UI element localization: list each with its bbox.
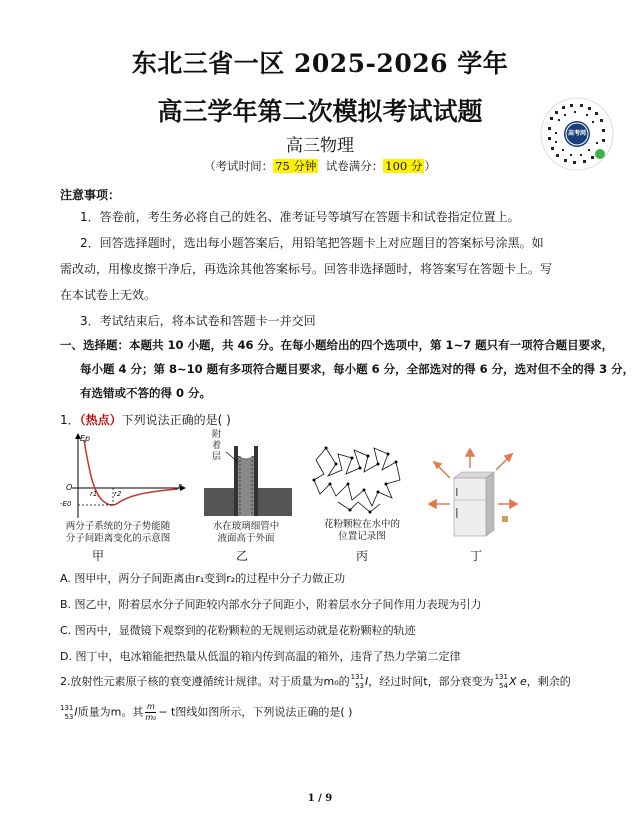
question-2-line-2 bbox=[60, 702, 352, 723]
figure-bing-caption bbox=[312, 519, 412, 543]
figure-ding-label: 丁 bbox=[469, 549, 482, 563]
question-2-line-1 bbox=[60, 672, 571, 692]
figure-yi-caption-line-1: 水在玻璃细管中 bbox=[212, 521, 280, 532]
section-1-line-1: 一、选择题：本题共 10 小题，共 46 分。在每小题给出的四个选项中，第 1~7 题只有一项符合题目要求， bbox=[60, 338, 614, 352]
figure-bing-brownian-motion bbox=[308, 440, 408, 518]
notice-item-2-line-1: 2．回答选择题时，选出每小题答案后，用铅笔把答题卡上对应题目的答案标号涂黑。如 bbox=[80, 236, 544, 250]
origin-label: O bbox=[66, 483, 73, 492]
figure-bing-caption-line-2: 位置记录图 bbox=[338, 531, 386, 542]
title-line-2: 高三学年第二次模拟考试试题 bbox=[157, 97, 483, 126]
fraction-denominator: m₀ bbox=[145, 713, 157, 722]
notice-item-2-line-2: 需改动，用橡皮擦干净后，再选涂其他答案标号。回答非选择题时，将答案写在答题卡上。写 bbox=[60, 262, 553, 276]
question-2-part-1: 2.放射性元素原子核的衰变遵循统计规律。对于质量为m₀的 bbox=[60, 675, 350, 688]
question-2-part-3: ，剩余的 bbox=[526, 675, 571, 688]
question-1-option-b: B. 图乙中，附着层水分子间距较内部水分子间距小，附着层水分子间作用力表现为引力 bbox=[60, 598, 482, 611]
question-1-tag: （热点） bbox=[79, 413, 122, 427]
question-1-number: 1． bbox=[60, 413, 80, 427]
xenon-nuclide-numbers bbox=[495, 673, 508, 691]
question-1-stem bbox=[60, 411, 231, 428]
score-label: 试卷满分： bbox=[325, 159, 384, 173]
question-2-part-4: 质量为m。其 bbox=[77, 705, 144, 719]
adhesion-layer-char-1: 附 bbox=[212, 430, 222, 440]
mass-ratio-fraction bbox=[145, 702, 156, 723]
figure-jia-caption-line-2: 分子间距离变化的示意图 bbox=[65, 533, 171, 544]
question-2-part-5: − t图线如图所示，下列说法正确的是( ) bbox=[158, 705, 353, 719]
xenon-symbol: X e bbox=[508, 675, 527, 688]
x-axis-label: r bbox=[178, 482, 182, 492]
figure-jia-caption bbox=[58, 521, 178, 545]
close-paren: ） bbox=[424, 159, 436, 173]
qr-label: 高考网 bbox=[567, 130, 586, 137]
iodine-mass-number: 131 bbox=[350, 673, 364, 681]
page-number: 1 / 9 bbox=[307, 793, 333, 804]
r1-label: r1 bbox=[90, 490, 98, 498]
xenon-mass-number: 131 bbox=[494, 673, 508, 681]
question-1-option-a: A. 图甲中，两分子间距离由r₁变到r₂的过程中分子力做正功 bbox=[60, 572, 346, 585]
section-1-line-2: 每小题 4 分；第 8~10 题有多项符合题目要求，每小题 6 分，全部选对的得 6 分，选对但不全的得 3 分， bbox=[80, 362, 635, 376]
question-1-option-d: D. 图丁中，电冰箱能把热量从低温的箱内传到高温的箱外，违背了热力学第二定律 bbox=[60, 650, 461, 663]
adhesion-layer-char-2: 着 bbox=[212, 441, 222, 451]
water-column bbox=[238, 456, 254, 516]
xenon-charge-number: 54 bbox=[499, 682, 508, 690]
iodine-charge-number-2: 53 bbox=[64, 712, 74, 721]
iodine-nuclide-numbers bbox=[351, 673, 364, 691]
iodine-symbol-2: I bbox=[74, 705, 78, 719]
iodine-symbol: I bbox=[365, 675, 369, 688]
adhesion-layer-label bbox=[212, 430, 221, 463]
iodine-charge-number: 53 bbox=[355, 682, 364, 690]
iodine-nuclide-numbers-2 bbox=[60, 704, 73, 722]
figure-yi-label: 乙 bbox=[235, 549, 248, 563]
notice-item-3: 3．考试结束后，将本试卷和答题卡一并交回 bbox=[80, 314, 316, 328]
subject-title: 高三物理 bbox=[286, 136, 354, 156]
fridge-body bbox=[454, 478, 486, 536]
title-line-1: 东北三省一区 2025-2026 学年 bbox=[131, 49, 509, 78]
figure-yi-caption bbox=[196, 521, 296, 545]
exam-time-label: （考试时间： bbox=[204, 159, 274, 173]
figure-ding-refrigerator bbox=[424, 448, 520, 540]
score-value: 100 分 bbox=[385, 159, 423, 173]
exam-time-value: 75 分钟 bbox=[275, 159, 317, 173]
potential-energy-curve bbox=[84, 440, 178, 505]
figure-bing-label: 丙 bbox=[355, 549, 368, 563]
figure-jia-potential-curve bbox=[58, 430, 188, 520]
min-energy-label: -E0 bbox=[60, 500, 72, 508]
figure-yi-caption-line-2: 液面高于外面 bbox=[217, 533, 275, 544]
adhesion-layer-char-3: 层 bbox=[212, 452, 222, 462]
question-1-text: 下列说法正确的是( ) bbox=[121, 413, 231, 427]
notice-item-2-line-3: 在本试卷上无效。 bbox=[60, 288, 157, 302]
r2-label: r2 bbox=[114, 490, 122, 498]
question-2-part-2: ，经过时间t，部分衰变为 bbox=[368, 675, 494, 688]
section-1-line-3: 有选错或不答的得 0 分。 bbox=[80, 386, 212, 400]
y-axis-label: Ep bbox=[80, 434, 91, 443]
notice-heading: 注意事项： bbox=[60, 188, 121, 202]
fraction-numerator: m bbox=[146, 702, 155, 711]
figure-jia-caption-line-1: 两分子系统的分子势能随 bbox=[65, 521, 171, 532]
question-1-option-c: C. 图丙中，显微镜下观察到的花粉颗粒的无规则运动就是花粉颗粒的轨迹 bbox=[60, 624, 416, 637]
iodine-mass-number-2: 131 bbox=[60, 703, 74, 712]
figure-jia-label: 甲 bbox=[91, 549, 104, 563]
figure-bing-caption-line-1: 花粉颗粒在水中的 bbox=[323, 519, 400, 530]
notice-item-1: 1．答卷前，考生务必将自己的姓名、准考证号等填写在答题卡和试卷指定位置上。 bbox=[80, 210, 520, 224]
